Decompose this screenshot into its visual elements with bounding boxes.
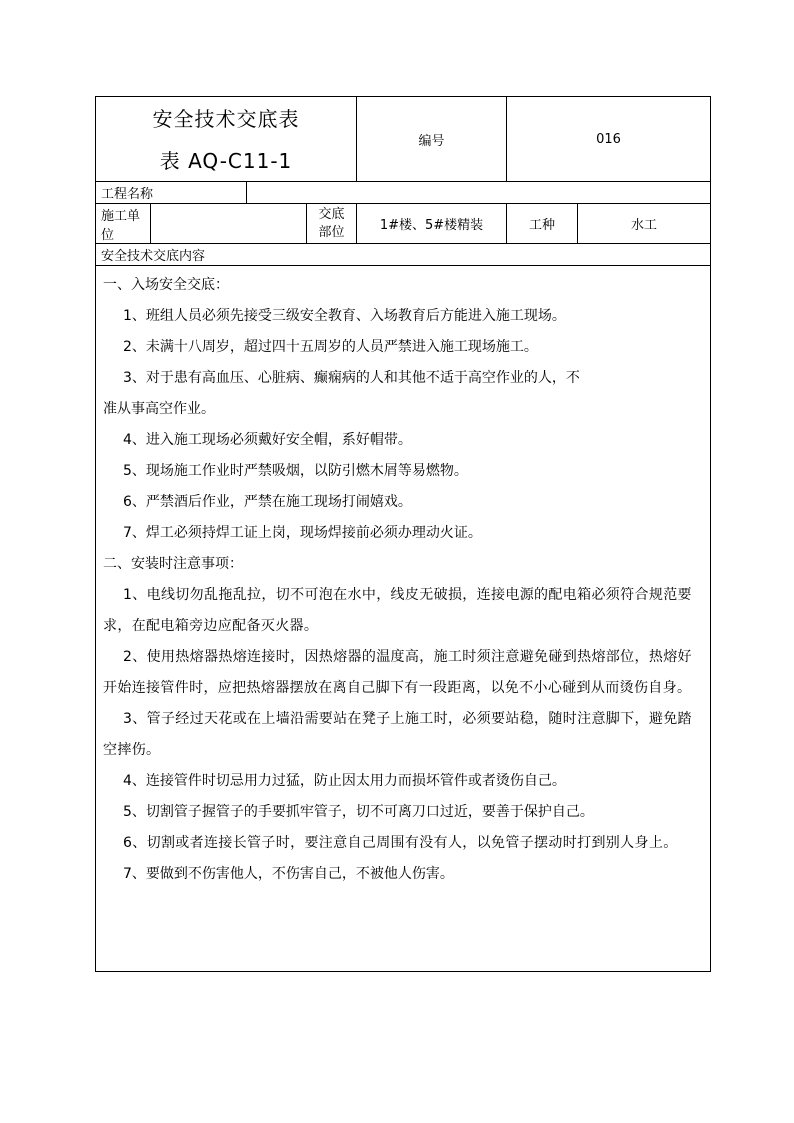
form-code: 表 AQ-C11-1 xyxy=(159,149,293,173)
briefing-content xyxy=(96,266,710,910)
construction-unit-value xyxy=(151,204,307,244)
list-item-continuation: 准从事高空作业。 xyxy=(103,401,215,417)
briefing-location-label xyxy=(307,204,357,244)
list-item: 7、要做到不伤害他人，不伤害自己，不被他人伤害。 xyxy=(123,866,454,882)
list-item: 2、未满十八周岁，超过四十五周岁的人员严禁进入施工现场施工。 xyxy=(123,339,538,355)
form-title: 安全技术交底表 xyxy=(152,107,300,131)
header-row xyxy=(96,97,711,182)
section-heading: 一、入场安全交底： xyxy=(103,277,229,293)
safety-briefing-form xyxy=(95,96,710,972)
list-item: 5、切割管子握管子的手要抓牢管子，切不可离刀口过近，要善于保护自己。 xyxy=(123,804,594,820)
content-row xyxy=(96,266,711,972)
trade-value: 水工 xyxy=(578,204,711,244)
content-label-row xyxy=(96,244,711,266)
list-item: 3、对于患有高血压、心脏病、癫痫病的人和其他不适于高空作业的人，不 xyxy=(123,370,580,386)
project-name-label: 工程名称 xyxy=(96,182,247,204)
list-item: 2、使用热熔器热熔连接时，因热熔器的温度高，施工时须注意避免碰到热熔部位，热熔好开始连接管件时，应把热熔器摆放在离自己脚下有一段距离，以免不小心碰到从而烫伤自身。 xyxy=(103,649,692,696)
list-item: 5、现场施工作业时严禁吸烟，以防引燃木屑等易燃物。 xyxy=(123,463,468,479)
number-label: 编号 xyxy=(357,97,507,182)
title-cell xyxy=(96,97,357,182)
number-value: 016 xyxy=(507,97,711,182)
trade-label: 工种 xyxy=(507,204,578,244)
content-label: 安全技术交底内容 xyxy=(96,244,711,266)
form-table xyxy=(95,96,711,972)
list-item: 4、连接管件时切忌用力过猛，防止因太用力而损坏管件或者烫伤自己。 xyxy=(123,773,566,789)
list-item: 6、切割或者连接长管子时，要注意自己周围有没有人，以免管子摆动时打到别人身上。 xyxy=(123,835,678,851)
location-label-line-1: 交底 xyxy=(318,206,345,222)
section-heading: 二、安装时注意事项： xyxy=(103,556,243,572)
list-item: 1、电线切勿乱拖乱拉，切不可泡在水中，线皮无破损，连接电源的配电箱必须符合规范要求，在配电箱旁边应配备灭火器。 xyxy=(103,587,692,634)
briefing-location-value: 1#楼、5#楼精装 xyxy=(357,204,507,244)
construction-unit-label: 施工单位 xyxy=(96,204,151,244)
project-name-value xyxy=(247,182,711,204)
list-item: 7、焊工必须持焊工证上岗，现场焊接前必须办理动火证。 xyxy=(123,525,482,541)
location-label-line-2: 部位 xyxy=(318,224,345,240)
content-cell xyxy=(96,266,711,972)
project-row xyxy=(96,182,711,204)
list-item: 3、管子经过天花或在上墙沿需要站在凳子上施工时，必须要站稳，随时注意脚下，避免踏空摔伤。 xyxy=(103,711,692,758)
info-row xyxy=(96,204,711,244)
list-item: 1、班组人员必须先接受三级安全教育、入场教育后方能进入施工现场。 xyxy=(123,308,566,324)
list-item: 4、进入施工现场必须戴好安全帽，系好帽带。 xyxy=(123,432,412,448)
list-item: 6、严禁酒后作业，严禁在施工现场打闹嬉戏。 xyxy=(123,494,412,510)
